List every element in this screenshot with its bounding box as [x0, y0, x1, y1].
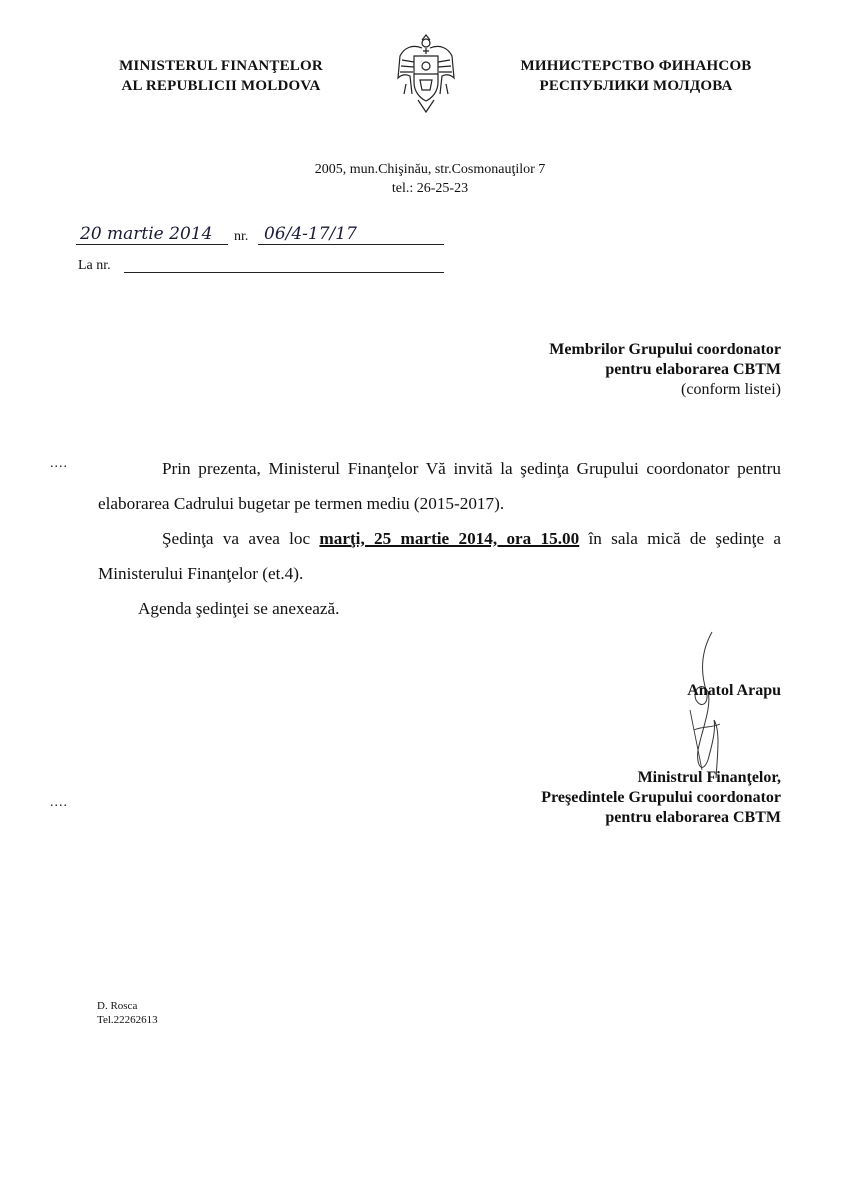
- address: 2005, mun.Chişinău, str.Cosmonauţilor 7: [314, 162, 546, 177]
- recipient-line1: Membrilor Grupului coordonator: [549, 341, 781, 358]
- paragraph-2-end: în sala mică de şedinţe a Ministerului Finanţelor (et.4).: [98, 529, 781, 583]
- moldova-coat-of-arms-icon: [392, 34, 460, 114]
- ref-nr-label: nr.: [234, 229, 249, 244]
- ref-date: 20 martie 2014: [80, 224, 213, 244]
- ministry-name-ro-line1: MINISTERUL FINANŢELOR: [119, 58, 323, 74]
- paragraph-1: [98, 451, 781, 521]
- recipient-block: [549, 340, 781, 400]
- paragraph-2: [98, 521, 781, 591]
- margin-mark: ....: [50, 795, 68, 810]
- ministry-name-ru-line1: МИНИСТЕРСТВО ФИНАНСОВ: [520, 58, 752, 74]
- handwritten-signature-icon: [672, 630, 732, 780]
- la-nr-underline: [124, 272, 444, 273]
- executor-tel: Tel.22262613: [97, 1014, 158, 1026]
- header-left: [90, 56, 352, 96]
- date-underline: [76, 244, 228, 245]
- signatory-title-2: Preşedintele Grupului coordonator: [541, 789, 781, 806]
- footer-executor: [97, 999, 158, 1027]
- paragraph-3-text: Agenda şedinţei se anexează.: [138, 599, 340, 618]
- paragraph-3: [98, 591, 781, 626]
- signatory-title-3: pentru elaborarea CBTM: [605, 809, 781, 826]
- paragraph-2-start: Şedinţa va avea loc: [162, 529, 320, 548]
- recipient-line2: pentru elaborarea CBTM: [605, 361, 781, 378]
- signatory-title-block: [541, 768, 781, 828]
- signatory-title-1: Ministrul Finanţelor,: [637, 769, 781, 786]
- ref-nr-value: 06/4-17/17: [264, 224, 357, 244]
- executor-name: D. Rosca: [97, 1000, 138, 1012]
- header-right: [496, 56, 776, 96]
- ministry-name-ro-line2: AL REPUBLICII MOLDOVA: [121, 78, 321, 94]
- address-block: [220, 160, 640, 198]
- recipient-line3: (conform listei): [681, 381, 781, 398]
- meeting-date: marţi, 25 martie 2014, ora 15.00: [319, 529, 580, 548]
- ministry-name-ru-line2: РЕСПУБЛИКИ МОЛДОВА: [539, 78, 733, 94]
- body-text: [98, 451, 781, 626]
- nr-underline: [258, 244, 444, 245]
- phone: tel.: 26-25-23: [391, 181, 469, 196]
- paragraph-1-text: Prin prezenta, Ministerul Finanţelor Vă invită la şedinţa Grupului coordonator pentru elaborarea Cadrului bugetar pe termen mediu (2015-2017).: [98, 459, 781, 513]
- margin-mark: ....: [50, 456, 68, 471]
- la-nr-label: La nr.: [78, 258, 111, 273]
- signatory-name: Anatol Arapu: [687, 682, 781, 699]
